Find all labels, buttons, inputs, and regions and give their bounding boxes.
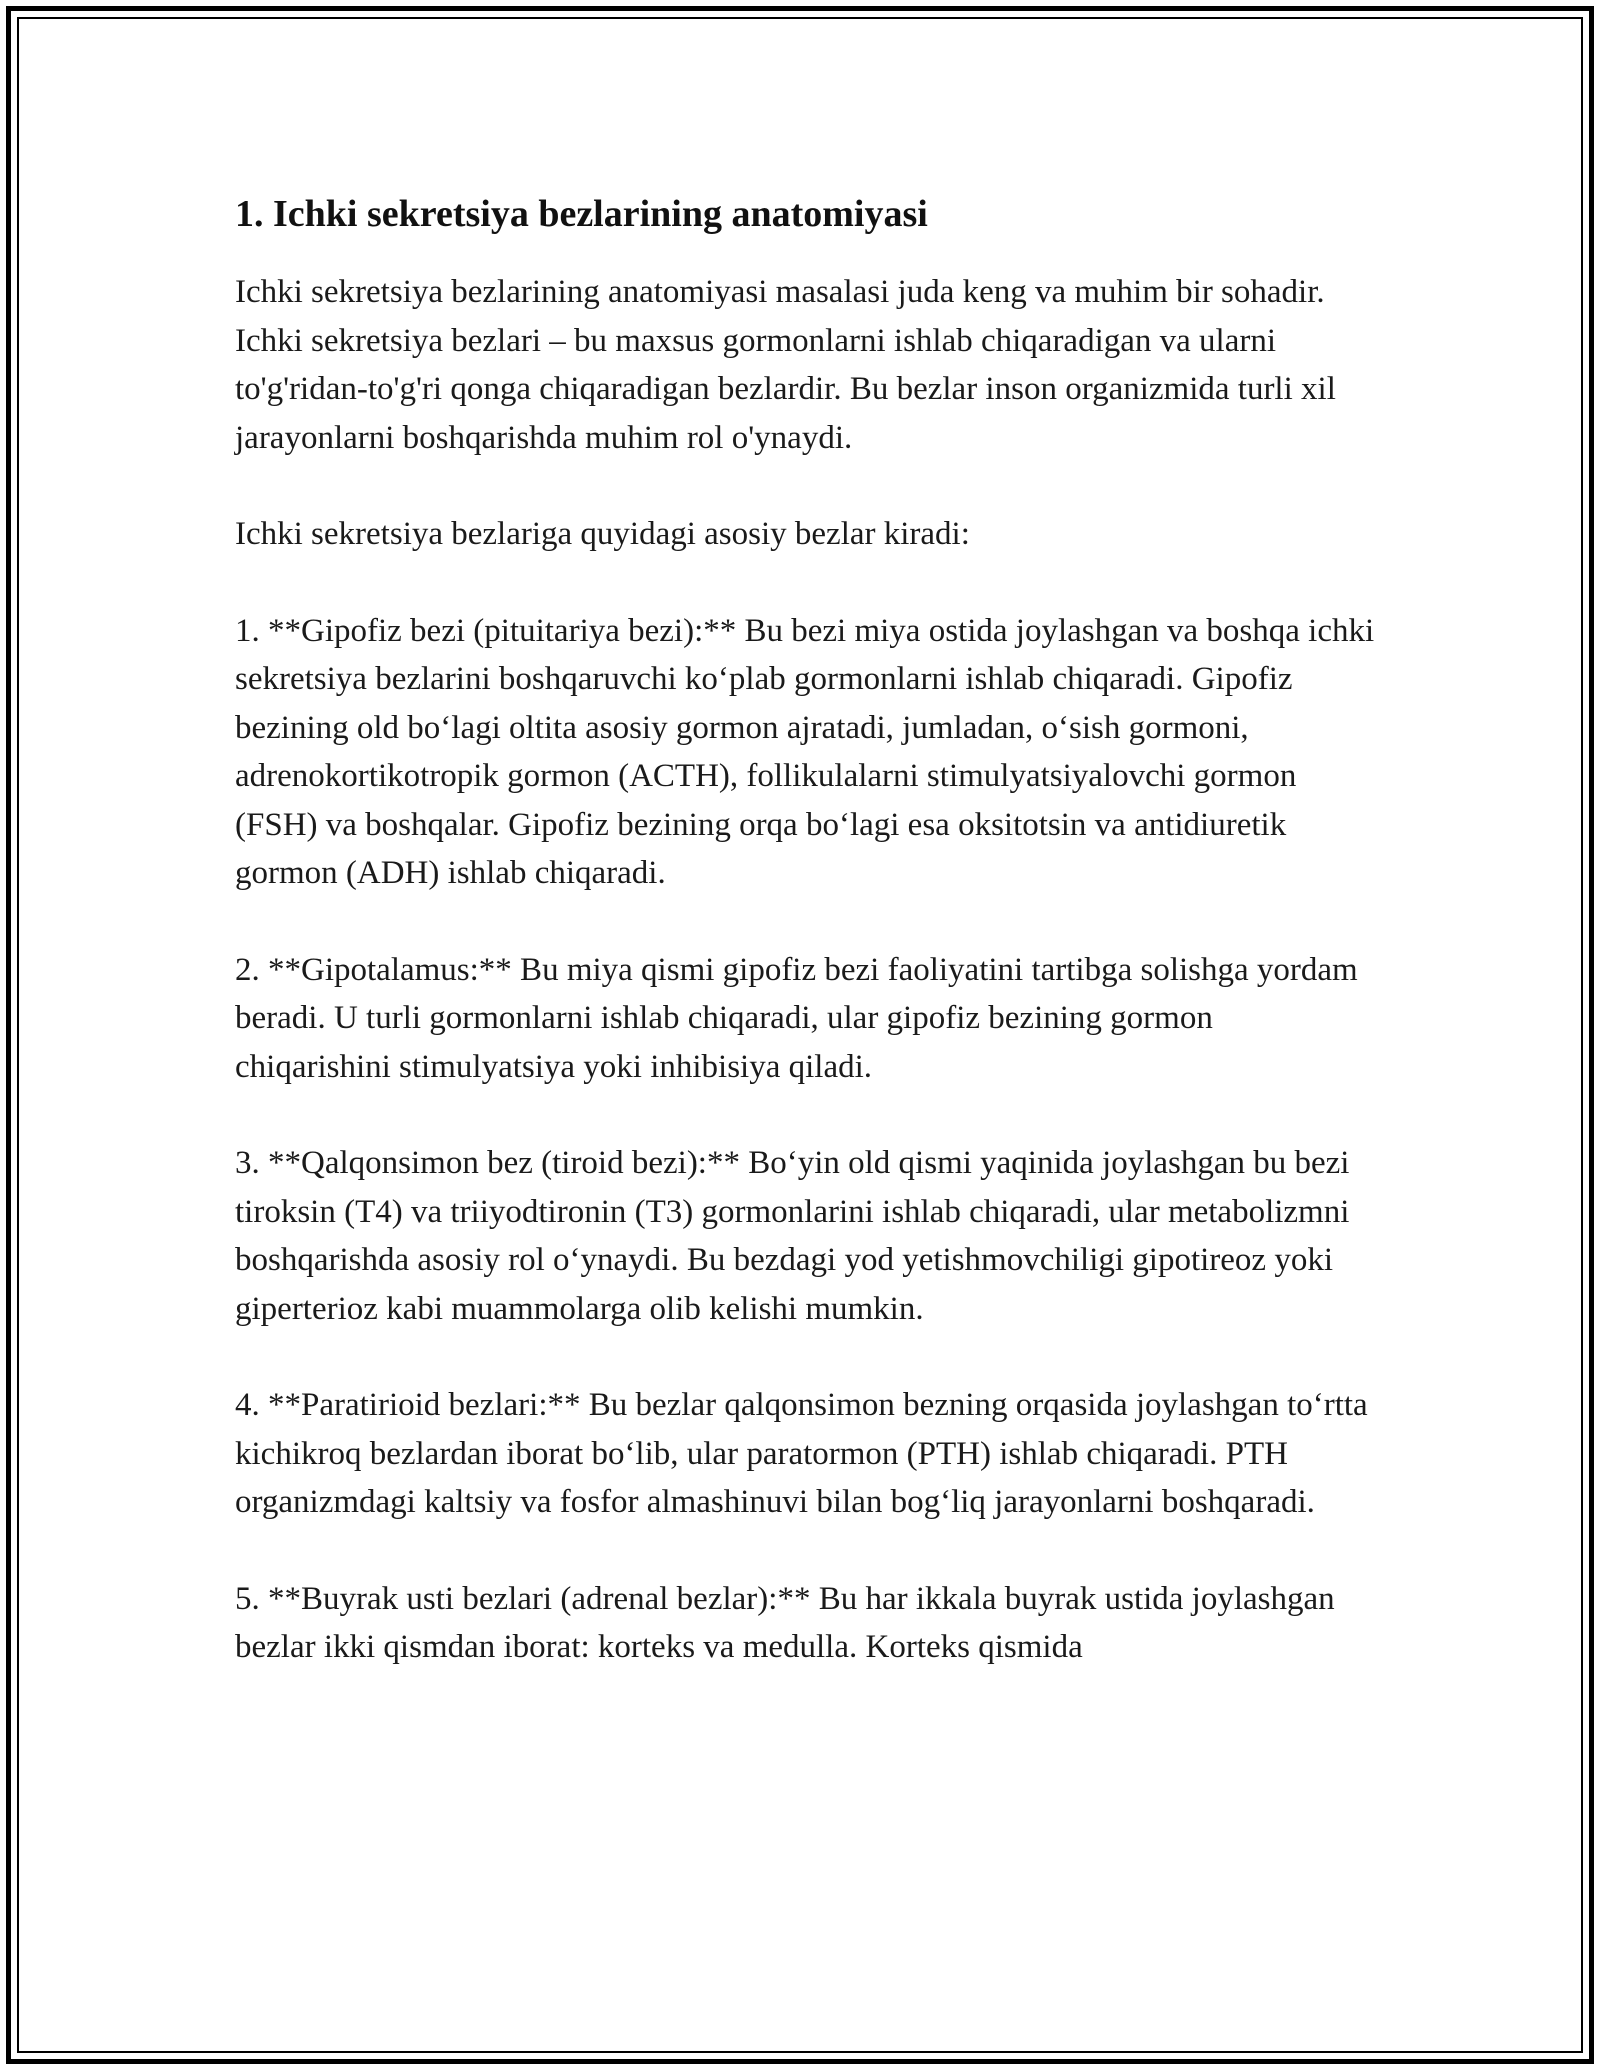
list-item-gipofiz: 1. **Gipofiz bezi (pituitariya bezi):** Bu bezi miya ostida joylashgan va boshqa ichki sekretsiya bezlarini boshqaruvchi ko‘plab gormonlarni ishlab chiqaradi. Gipofiz bezining old bo‘lagi oltita asosiy gormon ajratadi, jumladan, o‘sish gormoni, adrenokortikotropik gormon (ACTH), follikulalarni stimulyatsiyalovchi gormon (FSH) va boshqalar. Gipofiz bezining orqa bo‘lagi esa oksitotsin va antidiuretik gormon (ADH) ishlab chiqaradi. xyxy=(235,612,1383,891)
glands-list-intro: Ichki sekretsiya bezlariga quyidagi asosiy bezlar kiradi: xyxy=(235,516,970,552)
document-body xyxy=(235,186,1383,1720)
list-item-qalqonsimon-bez: 3. **Qalqonsimon bez (tiroid bezi):** Bo‘yin old qismi yaqinida joylashgan bu bezi tiroksin (T4) va triiyodtironin (T3) gormonlarini ishlab chiqaradi, ular metabolizmni boshqarishda asosiy rol o‘ynaydi. Bu bezdagi yod yetishmovchiligi gipotireoz yoki giperterioz kabi muammolarga olib kelishi mumkin. xyxy=(235,1145,1358,1327)
section-heading: 1. Ichki sekretsiya bezlarining anatomiyasi xyxy=(235,193,928,235)
intro-paragraph: Ichki sekretsiya bezlarining anatomiyasi masalasi juda keng va muhim bir sohadir. Ichki sekretsiya bezlari – bu maxsus gormonlarni ishlab chiqaradigan va ularni to'g'ridan-to'g'ri qonga chiqaradigan bezlardir. Bu bezlar inson organizmida turli xil jarayonlarni boshqarishda muhim rol o'ynaydi. xyxy=(235,274,1345,456)
list-item-buyrak-usti: 5. **Buyrak usti bezlari (adrenal bezlar):** Bu har ikkala buyrak ustida joylashgan bezlar ikki qismdan iborat: korteks va medulla. Korteks qismida xyxy=(235,1580,1343,1665)
list-item-gipotalamus: 2. **Gipotalamus:** Bu miya qismi gipofiz bezi faoliyatini tartibga solishga yordam beradi. U turli gormonlarni ishlab chiqaradi, ular gipofiz bezining gormon chiqarishini stimulyatsiya yoki inhibisiya qiladi. xyxy=(235,951,1366,1085)
list-item-paratirioid: 4. **Paratirioid bezlari:** Bu bezlar qalqonsimon bezning orqasida joylashgan to‘rtta kichikroq bezlardan iborat bo‘lib, ular paratormon (PTH) ishlab chiqaradi. PTH organizmdagi kaltsiy va fosfor almashinuvi bilan bog‘liq jarayonlarni boshqaradi. xyxy=(235,1387,1376,1520)
